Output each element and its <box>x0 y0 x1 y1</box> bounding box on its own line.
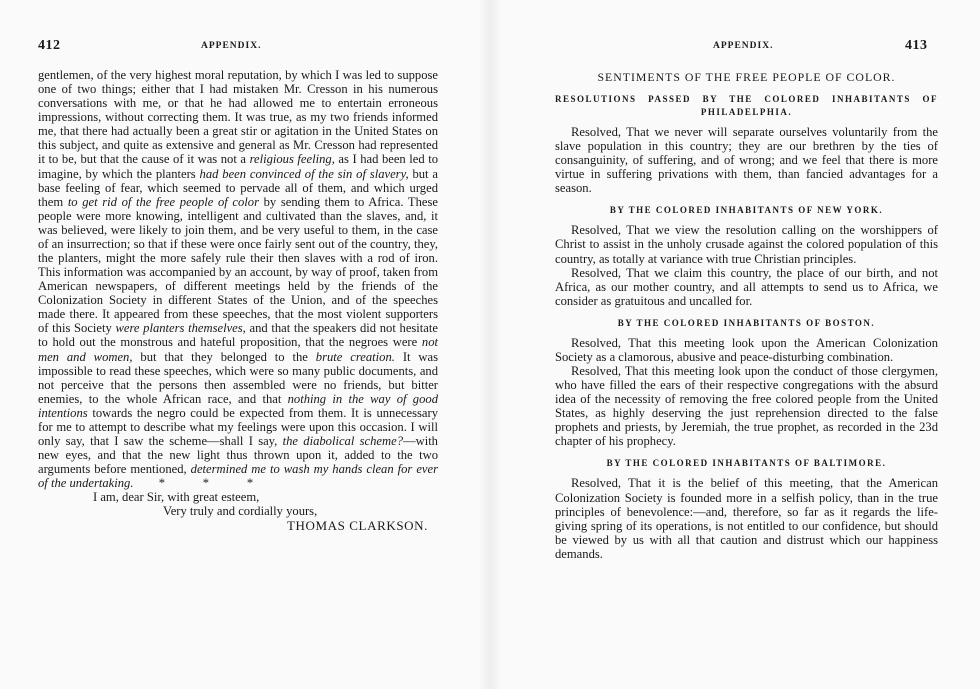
section-heading: BY THE COLORED INHABITANTS OF BALTIMORE. <box>606 458 887 469</box>
closing-line: I am, dear Sir, with great esteem, <box>93 490 260 505</box>
closing-line: Very truly and cordially yours, <box>163 504 318 519</box>
resolution-section-boston <box>555 317 938 449</box>
left-page-number: 412 <box>38 38 61 53</box>
text-run: gentlemen, of the very highest moral reputation, by which I was led to suppose one of two things; either that I had mistaken Mr. Cresson in his numerous conversations with me, or that he had allowed me to entertain erroneous impressions, without correcting them. It was true, as my two friends informed me, that there had actually been a great stir or agitation in the United States on this subject, and quite as extensive and general as Mr. Cresson had represented it to be, but that the cause of it was not a <box>38 68 438 167</box>
right-page <box>490 0 980 689</box>
italic-text-run: were planters themselves, <box>115 321 246 336</box>
resolution: Resolved, That this meeting look upon the conduct of those clergymen, who have filled the ears of their respective congregations with the absurd idea of the necessity of removing the free colored people from the United States, as highly deserving the just reprehension directed to the false prophets and priests, by Jeremiah, the true prophet, as recorded in the 23d chapter of his prophecy. <box>555 364 938 449</box>
signature: THOMAS CLARKSON. <box>286 517 428 533</box>
text-run: and that the speakers did not hesitate to hold out the monstrous and hateful proposition, that the negroes were <box>38 321 438 350</box>
right-page-number: 413 <box>905 38 928 53</box>
text-run: by sending them to Africa. These people were more knowing, intelligent and cultivated than the slaves, and, it was believed, were likely to join them, and be very useful to them, in the case of an insurrection; so that if these were once fairly sent out of the country, they, the planters, might the more safely rule their then slaves with a rod of iron. This information was accompanied by an account, by way of proof, taken from American newspapers, of different meetings held by the friends of the Colonization Society in different States of the Union, and of the speeches made there. It appeared from these speeches, that the most violent supporters of this Society <box>38 194 438 336</box>
italic-text-run: determined me to wash my hands clean for ever of the undertaking. <box>38 462 438 491</box>
text-run: but that they belonged to the <box>132 349 316 364</box>
resolution: Resolved, That it is the belief of this meeting, that the American Colonization Society is founded more in a selfish policy, than in the true principles of benevolence:—and, therefore, so far as it regards the life-giving spring of its operations, is not entitled to our confidence, but should be viewed by us with all that caution and distrust which our happiness demands. <box>555 476 938 561</box>
resolution-section-philadelphia <box>555 93 938 195</box>
resolution: Resolved, That we claim this country, the place of our birth, and not Africa, as our mother country, and all attempts to send us to Africa, we consider as gratuitous and uncalled for. <box>555 265 938 308</box>
section-title: SENTIMENTS OF THE FREE PEOPLE OF COLOR. <box>597 70 896 84</box>
text-run: It was impossible to read these speeches, which were so many public documents, and not perceive that the persons then assembled were no friends, but bitter enemies, to the whole African race, and that <box>38 349 439 406</box>
left-page-body <box>38 68 438 533</box>
resolution: Resolved, That this meeting look upon the American Colonization Society as a clamorous, abusive and peace-disturbing combination. <box>555 335 938 364</box>
left-running-head: APPENDIX. <box>201 41 262 51</box>
italic-text-run: to get rid of the free people of color <box>67 194 259 209</box>
text-run: * * * <box>133 476 254 491</box>
right-running-head: APPENDIX. <box>713 41 774 51</box>
resolution-section-new-york <box>555 204 938 307</box>
section-heading: BY THE COLORED INHABITANTS OF BOSTON. <box>617 317 876 328</box>
resolution-section-baltimore <box>555 457 938 560</box>
text-run: but a base feeling of fear, which seemed to pervade all of them, and which urged them <box>38 166 438 209</box>
text-run: as I had been led to imagine, by which the planters <box>38 152 439 181</box>
section-heading: RESOLUTIONS PASSED BY THE COLORED INHABITANTS OF PHILADELPHIA. <box>555 94 938 117</box>
italic-text-run: nothing in the way of good intentions <box>38 391 438 420</box>
italic-text-run: the diabolical scheme? <box>282 434 403 449</box>
right-page-body <box>555 70 938 561</box>
text-run: —with new eyes, and that the new light thus thrown upon it, added to the two arguments before mentioned, <box>38 434 438 477</box>
italic-text-run: brute creation. <box>315 349 395 364</box>
resolution: Resolved, That we never will separate ourselves voluntarily from the slave population in this country; they are our brethren by the ties of consanguinity, of suffering, and of wrong; and we feel that there is more virtue in suffering privations with them, than fancied advantages for a season. <box>555 125 938 196</box>
italic-text-run: had been convinced of the sin of slavery, <box>199 166 409 181</box>
section-heading: BY THE COLORED INHABITANTS OF NEW YORK. <box>609 205 884 216</box>
resolution: Resolved, That we view the resolution calling on the worshippers of Christ to assist in the unholy crusade against the colored population of this country, as totally at variance with true Christian principles. <box>555 223 938 266</box>
letter-paragraph <box>38 68 438 490</box>
italic-text-run: not men and women, <box>38 335 438 364</box>
italic-text-run: religious feeling, <box>249 152 335 167</box>
text-run: towards the negro could be expected from them. It is unnecessary for me to attempt to describe what my feelings were upon this occasion. I will only say, that I saw the scheme—shall I say, <box>38 405 438 449</box>
